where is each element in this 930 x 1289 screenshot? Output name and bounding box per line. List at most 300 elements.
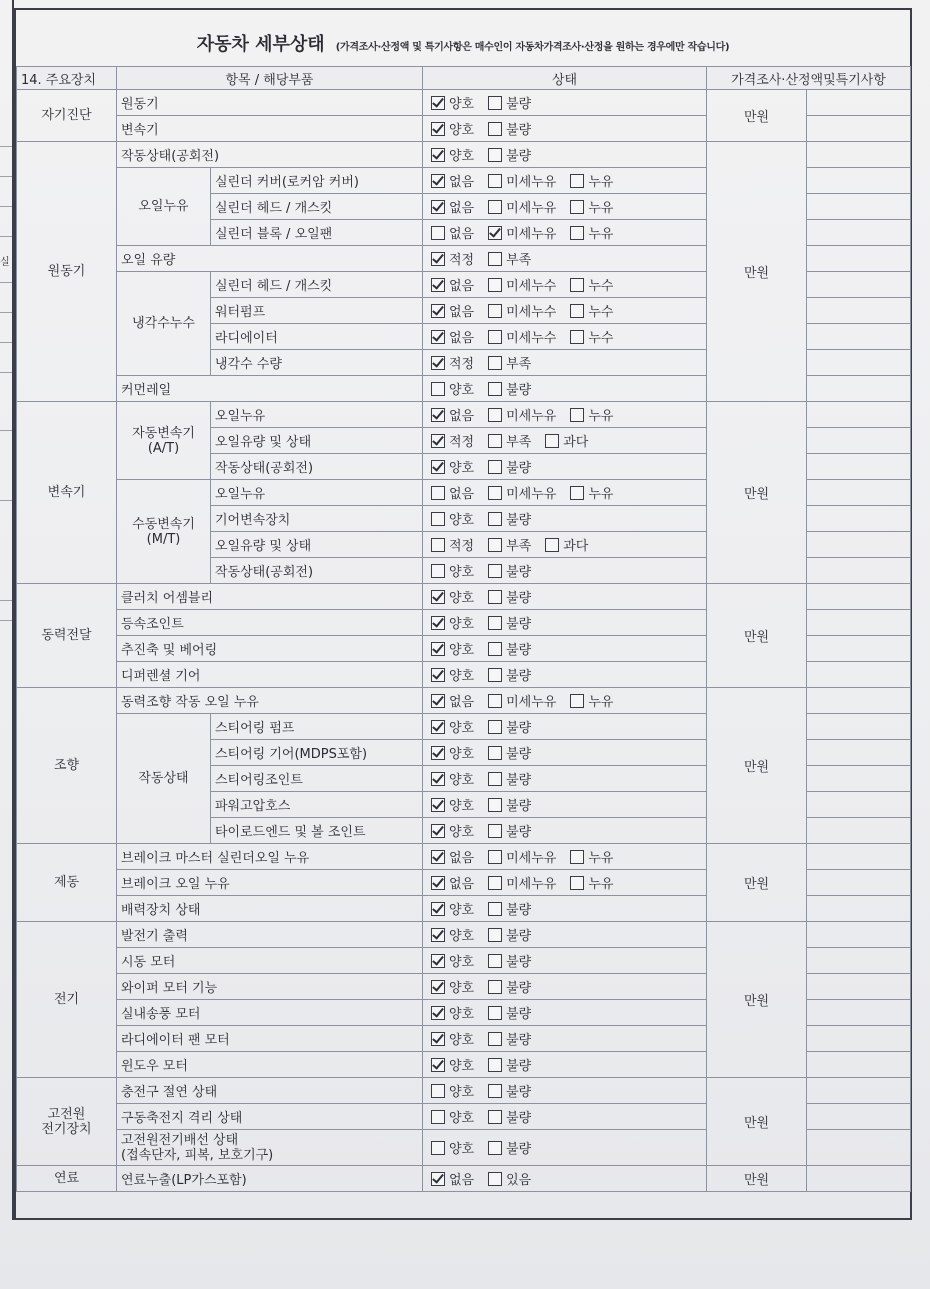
notes-cell[interactable] bbox=[807, 844, 911, 870]
checkbox-icon[interactable] bbox=[488, 954, 502, 968]
checkbox-icon[interactable] bbox=[488, 122, 502, 136]
checked-box-icon[interactable] bbox=[431, 330, 445, 344]
notes-cell[interactable] bbox=[807, 532, 911, 558]
status-option[interactable] bbox=[431, 483, 474, 502]
checked-box-icon[interactable] bbox=[431, 668, 445, 682]
checkbox-icon[interactable] bbox=[488, 1172, 502, 1186]
status-option[interactable] bbox=[488, 93, 531, 112]
checkbox-icon[interactable] bbox=[488, 434, 502, 448]
price-cell[interactable]: 만원 bbox=[707, 402, 807, 584]
status-option[interactable] bbox=[545, 535, 588, 554]
status-option[interactable] bbox=[431, 249, 474, 268]
status-option[interactable] bbox=[570, 873, 613, 892]
status-option[interactable] bbox=[488, 379, 531, 398]
status-option[interactable] bbox=[431, 665, 474, 684]
checked-box-icon[interactable] bbox=[431, 798, 445, 812]
checkbox-icon[interactable] bbox=[488, 96, 502, 110]
checkbox-icon[interactable] bbox=[570, 200, 584, 214]
notes-cell[interactable] bbox=[807, 168, 911, 194]
checkbox-icon[interactable] bbox=[488, 616, 502, 630]
status-option[interactable] bbox=[545, 431, 588, 450]
notes-cell[interactable] bbox=[807, 1130, 911, 1166]
table-row bbox=[17, 402, 911, 428]
notes-cell[interactable] bbox=[807, 90, 911, 116]
price-cell[interactable]: 만원 bbox=[707, 1078, 807, 1166]
status-option[interactable] bbox=[488, 119, 531, 138]
checked-box-icon[interactable] bbox=[431, 616, 445, 630]
status-option[interactable] bbox=[431, 509, 474, 528]
checkbox-icon[interactable] bbox=[488, 564, 502, 578]
status-option[interactable] bbox=[488, 613, 531, 632]
status-option[interactable] bbox=[488, 639, 531, 658]
status-option[interactable] bbox=[431, 951, 474, 970]
item-label: 오일누유 bbox=[211, 480, 423, 506]
checked-box-icon[interactable] bbox=[431, 694, 445, 708]
status-option[interactable] bbox=[488, 275, 556, 294]
section-label: 연료 bbox=[17, 1166, 117, 1192]
option-label: 없음 bbox=[449, 305, 475, 320]
status-option[interactable] bbox=[431, 1169, 474, 1188]
notes-cell[interactable] bbox=[807, 116, 911, 142]
price-cell[interactable]: 만원 bbox=[707, 922, 807, 1078]
option-label: 누유 bbox=[588, 227, 614, 242]
checkbox-icon[interactable] bbox=[488, 642, 502, 656]
status-option[interactable] bbox=[431, 717, 474, 736]
status-option[interactable] bbox=[570, 171, 613, 190]
item-label: 원동기 bbox=[117, 90, 423, 116]
checked-box-icon[interactable] bbox=[431, 1058, 445, 1072]
status-option[interactable] bbox=[431, 197, 474, 216]
status-option[interactable] bbox=[488, 795, 531, 814]
option-label: 과다 bbox=[563, 435, 589, 450]
item-label: 스티어링조인트 bbox=[211, 766, 423, 792]
checked-box-icon[interactable] bbox=[431, 148, 445, 162]
checked-box-icon[interactable] bbox=[431, 902, 445, 916]
option-label: 불량 bbox=[506, 513, 532, 528]
option-label: 양호 bbox=[449, 513, 475, 528]
status-option[interactable] bbox=[431, 1029, 474, 1048]
status-option[interactable] bbox=[431, 327, 474, 346]
status-option[interactable] bbox=[431, 743, 474, 762]
notes-cell[interactable] bbox=[807, 1104, 911, 1130]
item-label: 와이퍼 모터 기능 bbox=[117, 974, 423, 1000]
notes-cell[interactable] bbox=[807, 454, 911, 480]
checkbox-icon[interactable] bbox=[488, 148, 502, 162]
option-label: 불량 bbox=[506, 617, 532, 632]
checked-box-icon[interactable] bbox=[431, 1006, 445, 1020]
checkbox-icon[interactable] bbox=[570, 278, 584, 292]
notes-cell[interactable] bbox=[807, 714, 911, 740]
checkbox-icon[interactable] bbox=[488, 694, 502, 708]
status-cell bbox=[423, 1052, 707, 1078]
notes-cell[interactable] bbox=[807, 428, 911, 454]
checked-box-icon[interactable] bbox=[488, 226, 502, 240]
notes-cell[interactable] bbox=[807, 558, 911, 584]
checkbox-icon[interactable] bbox=[431, 486, 445, 500]
status-option[interactable] bbox=[431, 873, 474, 892]
option-label: 없음 bbox=[449, 175, 475, 190]
price-cell[interactable]: 만원 bbox=[707, 1166, 807, 1192]
checkbox-icon[interactable] bbox=[431, 1141, 445, 1155]
checkbox-icon[interactable] bbox=[488, 850, 502, 864]
status-option[interactable] bbox=[431, 535, 474, 554]
notes-cell[interactable] bbox=[807, 948, 911, 974]
option-label: 양호 bbox=[449, 981, 475, 996]
notes-cell[interactable] bbox=[807, 1000, 911, 1026]
notes-cell[interactable] bbox=[807, 402, 911, 428]
checked-box-icon[interactable] bbox=[431, 928, 445, 942]
checked-box-icon[interactable] bbox=[431, 434, 445, 448]
status-option[interactable] bbox=[431, 1081, 474, 1100]
item-label: 윈도우 모터 bbox=[117, 1052, 423, 1078]
status-option[interactable] bbox=[431, 379, 474, 398]
checkbox-icon[interactable] bbox=[488, 746, 502, 760]
status-option[interactable] bbox=[488, 743, 531, 762]
option-label: 불량 bbox=[506, 955, 532, 970]
option-label: 불량 bbox=[506, 981, 532, 996]
status-option[interactable] bbox=[431, 457, 474, 476]
status-option[interactable] bbox=[570, 483, 613, 502]
checkbox-icon[interactable] bbox=[488, 720, 502, 734]
status-option[interactable] bbox=[488, 457, 531, 476]
checkbox-icon[interactable] bbox=[488, 408, 502, 422]
notes-cell[interactable] bbox=[807, 870, 911, 896]
checked-box-icon[interactable] bbox=[431, 850, 445, 864]
status-cell bbox=[423, 714, 707, 740]
checked-box-icon[interactable] bbox=[431, 876, 445, 890]
status-option[interactable] bbox=[570, 301, 613, 320]
status-option[interactable] bbox=[431, 1138, 474, 1157]
status-option[interactable] bbox=[488, 821, 531, 840]
notes-cell[interactable] bbox=[807, 922, 911, 948]
checkbox-icon[interactable] bbox=[431, 1110, 445, 1124]
checkbox-icon[interactable] bbox=[570, 876, 584, 890]
checkbox-icon[interactable] bbox=[545, 434, 559, 448]
status-option[interactable] bbox=[431, 405, 474, 424]
checked-box-icon[interactable] bbox=[431, 824, 445, 838]
status-option[interactable] bbox=[431, 977, 474, 996]
notes-cell[interactable] bbox=[807, 246, 911, 272]
checkbox-icon[interactable] bbox=[570, 226, 584, 240]
checked-box-icon[interactable] bbox=[431, 954, 445, 968]
page-title: 자동차 세부상태 bbox=[196, 34, 325, 55]
status-option[interactable] bbox=[488, 197, 556, 216]
status-option[interactable] bbox=[431, 1003, 474, 1022]
checked-box-icon[interactable] bbox=[431, 720, 445, 734]
status-cell bbox=[423, 1078, 707, 1104]
status-option[interactable] bbox=[570, 223, 613, 242]
option-label: 없음 bbox=[449, 487, 475, 502]
checked-box-icon[interactable] bbox=[431, 460, 445, 474]
checkbox-icon[interactable] bbox=[488, 668, 502, 682]
item-label: 파워고압호스 bbox=[211, 792, 423, 818]
status-option[interactable] bbox=[488, 483, 556, 502]
status-option[interactable] bbox=[488, 405, 556, 424]
item-label: 냉각수 수량 bbox=[211, 350, 423, 376]
notes-cell[interactable] bbox=[807, 480, 911, 506]
price-cell[interactable]: 만원 bbox=[707, 688, 807, 844]
status-option[interactable] bbox=[488, 925, 531, 944]
checked-box-icon[interactable] bbox=[431, 356, 445, 370]
status-option[interactable] bbox=[488, 691, 556, 710]
checkbox-icon[interactable] bbox=[488, 1141, 502, 1155]
option-label: 없음 bbox=[449, 877, 475, 892]
notes-cell[interactable] bbox=[807, 766, 911, 792]
checkbox-icon[interactable] bbox=[488, 330, 502, 344]
checkbox-icon[interactable] bbox=[570, 174, 584, 188]
checked-box-icon[interactable] bbox=[431, 590, 445, 604]
option-label: 적정 bbox=[449, 253, 475, 268]
notes-cell[interactable] bbox=[807, 896, 911, 922]
status-option[interactable] bbox=[488, 353, 531, 372]
status-option[interactable] bbox=[488, 1029, 531, 1048]
status-option[interactable] bbox=[431, 561, 474, 580]
checkbox-icon[interactable] bbox=[488, 928, 502, 942]
checked-box-icon[interactable] bbox=[431, 746, 445, 760]
option-label: 미세누유 bbox=[506, 227, 557, 242]
status-option[interactable] bbox=[431, 275, 474, 294]
notes-cell[interactable] bbox=[807, 272, 911, 298]
checkbox-icon[interactable] bbox=[488, 1058, 502, 1072]
status-option[interactable] bbox=[431, 119, 474, 138]
status-option[interactable] bbox=[488, 171, 556, 190]
option-label: 미세누유 bbox=[506, 201, 557, 216]
status-option[interactable] bbox=[488, 977, 531, 996]
status-option[interactable] bbox=[431, 925, 474, 944]
status-option[interactable] bbox=[431, 353, 474, 372]
option-label: 누유 bbox=[588, 175, 614, 190]
checkbox-icon[interactable] bbox=[488, 980, 502, 994]
price-cell[interactable]: 만원 bbox=[707, 142, 807, 402]
checkbox-icon[interactable] bbox=[488, 902, 502, 916]
checkbox-icon[interactable] bbox=[570, 408, 584, 422]
option-label: 과다 bbox=[563, 539, 589, 554]
checkbox-icon[interactable] bbox=[570, 486, 584, 500]
notes-cell[interactable] bbox=[807, 1078, 911, 1104]
checked-box-icon[interactable] bbox=[431, 980, 445, 994]
status-option[interactable] bbox=[570, 197, 613, 216]
status-option[interactable] bbox=[431, 769, 474, 788]
status-option[interactable] bbox=[488, 769, 531, 788]
status-option[interactable] bbox=[431, 587, 474, 606]
status-option[interactable] bbox=[431, 691, 474, 710]
checkbox-icon[interactable] bbox=[431, 564, 445, 578]
notes-cell[interactable] bbox=[807, 1166, 911, 1192]
status-cell bbox=[423, 662, 707, 688]
status-option[interactable] bbox=[488, 327, 556, 346]
status-option[interactable] bbox=[488, 847, 556, 866]
notes-cell[interactable] bbox=[807, 506, 911, 532]
option-label: 불량 bbox=[506, 1007, 532, 1022]
checkbox-icon[interactable] bbox=[431, 226, 445, 240]
checkbox-icon[interactable] bbox=[570, 694, 584, 708]
notes-cell[interactable] bbox=[807, 792, 911, 818]
checkbox-icon[interactable] bbox=[488, 200, 502, 214]
notes-cell[interactable] bbox=[807, 324, 911, 350]
checkbox-icon[interactable] bbox=[488, 824, 502, 838]
status-option[interactable] bbox=[431, 145, 474, 164]
checked-box-icon[interactable] bbox=[431, 772, 445, 786]
checkbox-icon[interactable] bbox=[431, 1084, 445, 1098]
status-option[interactable] bbox=[488, 535, 531, 554]
status-option[interactable] bbox=[488, 561, 531, 580]
notes-cell[interactable] bbox=[807, 1052, 911, 1078]
checkbox-icon[interactable] bbox=[488, 252, 502, 266]
checkbox-icon[interactable] bbox=[488, 304, 502, 318]
checkbox-icon[interactable] bbox=[488, 1084, 502, 1098]
checkbox-icon[interactable] bbox=[488, 512, 502, 526]
status-option[interactable] bbox=[431, 821, 474, 840]
status-option[interactable] bbox=[570, 275, 613, 294]
notes-cell[interactable] bbox=[807, 740, 911, 766]
status-option[interactable] bbox=[488, 665, 531, 684]
checkbox-icon[interactable] bbox=[488, 590, 502, 604]
table-row bbox=[17, 142, 911, 168]
status-option[interactable] bbox=[431, 795, 474, 814]
status-option[interactable] bbox=[488, 873, 556, 892]
notes-cell[interactable] bbox=[807, 194, 911, 220]
notes-cell[interactable] bbox=[807, 610, 911, 636]
status-option[interactable] bbox=[570, 691, 613, 710]
option-label: 양호 bbox=[449, 955, 475, 970]
checkbox-icon[interactable] bbox=[488, 876, 502, 890]
checkbox-icon[interactable] bbox=[545, 538, 559, 552]
notes-cell[interactable] bbox=[807, 142, 911, 168]
checked-box-icon[interactable] bbox=[431, 96, 445, 110]
checked-box-icon[interactable] bbox=[431, 1032, 445, 1046]
status-option[interactable] bbox=[570, 405, 613, 424]
status-option[interactable] bbox=[431, 639, 474, 658]
status-option[interactable] bbox=[488, 1107, 531, 1126]
item-label: 추진축 및 베어링 bbox=[117, 636, 423, 662]
status-option[interactable] bbox=[488, 145, 531, 164]
checked-box-icon[interactable] bbox=[431, 174, 445, 188]
checked-box-icon[interactable] bbox=[431, 642, 445, 656]
notes-cell[interactable] bbox=[807, 220, 911, 246]
status-option[interactable] bbox=[431, 613, 474, 632]
status-option[interactable] bbox=[488, 301, 556, 320]
subgroup-label: 냉각수누수 bbox=[117, 272, 211, 376]
status-option[interactable] bbox=[570, 847, 613, 866]
status-option[interactable] bbox=[488, 587, 531, 606]
status-option[interactable] bbox=[431, 301, 474, 320]
checked-box-icon[interactable] bbox=[431, 200, 445, 214]
table-row bbox=[17, 1166, 911, 1192]
status-option[interactable] bbox=[488, 1003, 531, 1022]
notes-cell[interactable] bbox=[807, 350, 911, 376]
notes-cell[interactable] bbox=[807, 818, 911, 844]
option-label: 불량 bbox=[506, 1033, 532, 1048]
notes-cell[interactable] bbox=[807, 298, 911, 324]
item-label: 라디에이터 팬 모터 bbox=[117, 1026, 423, 1052]
status-option[interactable] bbox=[431, 93, 474, 112]
option-label: 적정 bbox=[449, 357, 475, 372]
option-label: 미세누유 bbox=[506, 487, 557, 502]
option-label: 양호 bbox=[449, 773, 475, 788]
price-cell[interactable]: 만원 bbox=[707, 584, 807, 688]
status-option[interactable] bbox=[488, 431, 531, 450]
checkbox-icon[interactable] bbox=[488, 538, 502, 552]
checkbox-icon[interactable] bbox=[570, 330, 584, 344]
checked-box-icon[interactable] bbox=[431, 1172, 445, 1186]
status-cell bbox=[423, 1166, 707, 1192]
status-option[interactable] bbox=[431, 431, 474, 450]
checkbox-icon[interactable] bbox=[488, 278, 502, 292]
status-cell bbox=[423, 1000, 707, 1026]
checkbox-icon[interactable] bbox=[488, 486, 502, 500]
item-label: 타이로드엔드 및 볼 조인트 bbox=[211, 818, 423, 844]
checked-box-icon[interactable] bbox=[431, 252, 445, 266]
status-option[interactable] bbox=[431, 171, 474, 190]
checkbox-icon[interactable] bbox=[488, 174, 502, 188]
notes-cell[interactable] bbox=[807, 584, 911, 610]
status-option[interactable] bbox=[488, 951, 531, 970]
checked-box-icon[interactable] bbox=[431, 122, 445, 136]
checkbox-icon[interactable] bbox=[488, 772, 502, 786]
notes-cell[interactable] bbox=[807, 688, 911, 714]
checkbox-icon[interactable] bbox=[488, 798, 502, 812]
checkbox-icon[interactable] bbox=[488, 1110, 502, 1124]
status-option[interactable] bbox=[488, 1081, 531, 1100]
status-option[interactable] bbox=[431, 847, 474, 866]
checkbox-icon[interactable] bbox=[488, 1032, 502, 1046]
option-label: 불량 bbox=[506, 149, 532, 164]
status-option[interactable] bbox=[488, 223, 556, 242]
option-label: 불량 bbox=[506, 903, 532, 918]
option-label: 불량 bbox=[506, 721, 532, 736]
notes-cell[interactable] bbox=[807, 636, 911, 662]
status-cell bbox=[423, 896, 707, 922]
status-cell bbox=[423, 740, 707, 766]
notes-cell[interactable] bbox=[807, 1026, 911, 1052]
status-option[interactable] bbox=[488, 717, 531, 736]
checkbox-icon[interactable] bbox=[488, 460, 502, 474]
option-label: 불량 bbox=[506, 773, 532, 788]
table-row bbox=[17, 1078, 911, 1104]
notes-cell[interactable] bbox=[807, 974, 911, 1000]
checkbox-icon[interactable] bbox=[488, 382, 502, 396]
checked-box-icon[interactable] bbox=[431, 278, 445, 292]
checked-box-icon[interactable] bbox=[431, 304, 445, 318]
status-option[interactable] bbox=[431, 899, 474, 918]
notes-cell[interactable] bbox=[807, 662, 911, 688]
status-option[interactable] bbox=[488, 509, 531, 528]
option-label: 있음 bbox=[506, 1173, 532, 1188]
price-cell[interactable]: 만원 bbox=[707, 844, 807, 922]
price-cell[interactable]: 만원 bbox=[707, 90, 807, 142]
status-option[interactable] bbox=[431, 1055, 474, 1074]
status-option[interactable] bbox=[488, 249, 531, 268]
status-option[interactable] bbox=[488, 1169, 531, 1188]
checkbox-icon[interactable] bbox=[431, 382, 445, 396]
option-label: 불량 bbox=[506, 669, 532, 684]
checkbox-icon[interactable] bbox=[431, 512, 445, 526]
status-cell bbox=[423, 792, 707, 818]
status-option[interactable] bbox=[431, 223, 474, 242]
status-option[interactable] bbox=[488, 899, 531, 918]
status-option[interactable] bbox=[431, 1107, 474, 1126]
status-option[interactable] bbox=[570, 327, 613, 346]
notes-cell[interactable] bbox=[807, 376, 911, 402]
checkbox-icon[interactable] bbox=[431, 538, 445, 552]
status-option[interactable] bbox=[488, 1138, 531, 1157]
checkbox-icon[interactable] bbox=[488, 356, 502, 370]
checkbox-icon[interactable] bbox=[570, 304, 584, 318]
status-option[interactable] bbox=[488, 1055, 531, 1074]
checkbox-icon[interactable] bbox=[570, 850, 584, 864]
checkbox-icon[interactable] bbox=[488, 1006, 502, 1020]
checked-box-icon[interactable] bbox=[431, 408, 445, 422]
